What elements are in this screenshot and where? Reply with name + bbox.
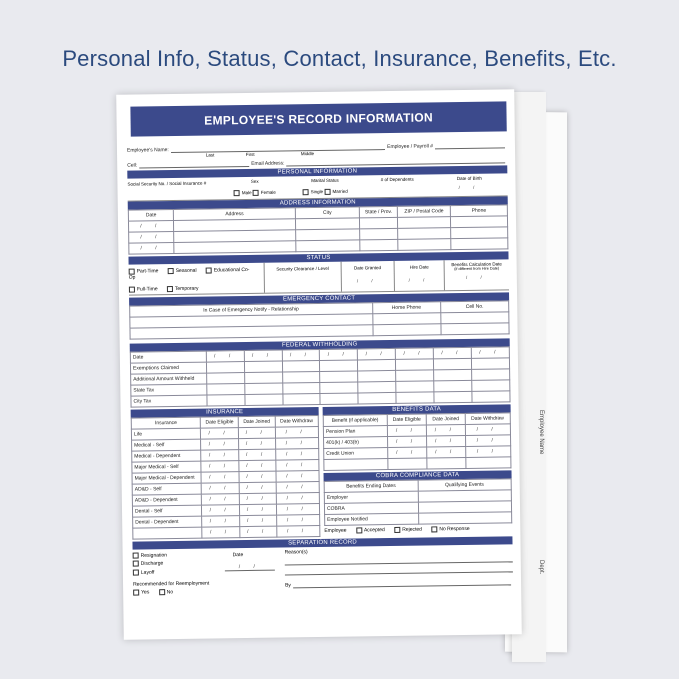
table-row[interactable]: Life / / / / / /: [131, 427, 318, 441]
address-col-date: Date: [128, 210, 174, 222]
no-response-label: No Response: [439, 526, 470, 533]
cobra-col: Benefits Ending Dates: [324, 480, 418, 492]
separation-right: [285, 544, 514, 605]
by-label: By: [285, 582, 291, 589]
cobra-row-label: Employee Notified: [325, 513, 419, 525]
email-label: Email Address:: [251, 160, 285, 167]
full-time-checkbox[interactable]: [129, 287, 135, 293]
marital-label: Marital Status: [311, 177, 339, 184]
emergency-home-phone-label: Home Phone: [372, 302, 440, 314]
federal-table: [130, 346, 511, 407]
federal-row-label: Additional Amount Withheld: [131, 373, 207, 385]
insurance-row-label: Major Medical - Self: [132, 461, 201, 473]
benefits-row-label: Credit Union: [324, 448, 388, 460]
address-info-bar: ADDRESS INFORMATION: [128, 196, 508, 209]
emergency-cell-label: Cell No.: [440, 301, 508, 313]
headline: Personal Info, Status, Contact, Insurance, Benefits, Etc.: [62, 46, 617, 71]
table-row[interactable]: / /: [129, 227, 508, 243]
cobra-col: Qualifying Events: [418, 479, 512, 491]
temporary-checkbox[interactable]: [167, 286, 173, 292]
payroll-label: Employee / Payroll #: [387, 143, 434, 151]
table-row[interactable]: 401(k) / 403(b) / / / / / /: [324, 435, 511, 449]
date-granted-group: Date Granted / /: [340, 261, 394, 292]
insurance-row-label: AD&D - Self: [132, 483, 201, 495]
benefits-calc-group: Benefits Calculation Date (if different from Hire Date) / /: [444, 259, 509, 290]
address-col-phone: Phone: [450, 205, 507, 217]
federal-withholding-bar: FEDERAL WITHHOLDING: [130, 338, 510, 351]
separation-row: [133, 544, 514, 607]
male-label: Male: [241, 190, 252, 196]
benefits-row-label: Pension Plan: [323, 426, 387, 438]
insurance-row-label: Major Medical - Dependent: [132, 472, 201, 484]
resignation-checkbox[interactable]: [133, 553, 139, 559]
hire-date-label: Hire Date: [409, 264, 429, 270]
insurance-row-label: Dental - Self: [132, 505, 201, 517]
folder-spine: [536, 410, 562, 600]
accepted-checkbox[interactable]: [356, 527, 362, 533]
yes-label: Yes: [141, 589, 150, 596]
benefits-col: Benefit (if applicable): [323, 415, 387, 427]
employment-type-group: [129, 263, 265, 295]
no-response-checkbox[interactable]: [431, 526, 437, 532]
form-title: EMPLOYEE'S RECORD INFORMATION: [130, 101, 506, 136]
table-row[interactable]: Credit Union / / / / / /: [324, 446, 511, 460]
cobra-response-row: [324, 525, 512, 534]
federal-row-label: State Tax: [131, 384, 207, 396]
address-col-city: City: [295, 207, 360, 219]
federal-row-label: City Tax: [131, 395, 207, 407]
benefits-calc-note: (if different from Hire Date): [454, 266, 500, 272]
address-col-state: State / Prov.: [359, 206, 397, 218]
temporary-label: Temporary: [174, 286, 199, 293]
emergency-relationship-label: In Case of Emergency Notify - Relationship: [130, 303, 373, 317]
accepted-label: Accepted: [363, 527, 385, 534]
part-time-label: Part-Time: [136, 268, 159, 275]
table-row[interactable]: Pension Plan / / / / / /: [323, 424, 510, 438]
separation-record-bar: SEPARATION RECORD: [132, 536, 512, 549]
insurance-col: Date Withdraw: [275, 416, 319, 428]
address-col-zip: ZIP / Postal Code: [397, 206, 450, 218]
benefits-col: Date Joined: [427, 413, 465, 425]
table-row[interactable]: Medical - Dependent / / / / / /: [132, 449, 319, 463]
name-row: [126, 139, 507, 158]
coop-label: Educational Co-Op: [128, 267, 250, 281]
table-row[interactable]: Dental - Dependent / / / / / /: [133, 515, 320, 529]
insurance-benefits-section: [131, 404, 513, 539]
seasonal-checkbox[interactable]: [168, 268, 174, 274]
date-granted-label: Date Granted: [353, 265, 382, 271]
benefits-table: [323, 412, 512, 471]
insurance-row-label: [133, 527, 202, 539]
insurance-row-label: Medical - Dependent: [132, 450, 201, 462]
cobra-bar: COBRA COMPLIANCE DATA: [324, 470, 512, 481]
single-label: Single: [310, 189, 324, 195]
table-row[interactable]: / /: [129, 238, 508, 254]
male-checkbox[interactable]: [234, 190, 240, 196]
separation-left: Resignation Discharge Layoff Date / / Recommended for Reemployment Yes No: [133, 547, 286, 607]
sex-label: Sex: [250, 178, 259, 184]
reasons-label: Reason(s): [284, 549, 308, 556]
full-time-label: Full-Time: [136, 286, 158, 293]
insurance-row-label: Life: [131, 428, 200, 440]
table-row[interactable]: [324, 457, 511, 471]
rejected-label: Rejected: [402, 526, 422, 534]
insurance-table: [131, 415, 321, 540]
table-row[interactable]: / / / / / /: [133, 526, 320, 540]
address-table: [128, 204, 509, 254]
cobra-table: [324, 478, 513, 526]
benefits-col: Date Withdraw: [465, 413, 511, 425]
cell-field[interactable]: [139, 158, 249, 169]
cobra-row-label: COBRA: [324, 502, 418, 514]
dependents-label: # of Dependents: [380, 176, 414, 183]
personal-info-bar: PERSONAL INFORMATION: [127, 165, 507, 178]
record-form: [116, 89, 522, 640]
reasons-line[interactable]: [285, 562, 513, 575]
hire-date-group: Hire Date / /: [394, 260, 444, 291]
address-col-address: Address: [174, 208, 295, 221]
dob-group: Date of Birth / /: [431, 173, 507, 196]
table-row[interactable]: Dental - Self / / / / / /: [132, 504, 319, 518]
no-label: No: [166, 589, 174, 596]
insurance-bar: INSURANCE: [131, 407, 319, 418]
first-label: First: [245, 151, 255, 158]
status-row: [129, 259, 509, 295]
table-row[interactable]: AD&D - Self / / / / / /: [132, 482, 319, 496]
emergency-table: [129, 300, 509, 339]
recommended-label: Recommended for Reemployment: [133, 580, 210, 588]
spine-dept: Dept.: [538, 560, 544, 575]
married-checkbox[interactable]: [324, 189, 330, 195]
table-row[interactable]: AD&D - Dependent / / / / / /: [132, 493, 319, 507]
insurance-row-label: AD&D - Dependent: [132, 494, 201, 506]
benefits-block: [323, 404, 513, 537]
email-field[interactable]: [286, 154, 505, 166]
yes-checkbox[interactable]: [133, 590, 139, 596]
benefits-calc-label: Benefits Calculation Date: [451, 261, 502, 268]
insurance-col: Date Eligible: [200, 417, 238, 429]
resignation-label: Resignation: [140, 552, 168, 559]
status-bar: STATUS: [128, 251, 508, 264]
table-row[interactable]: Major Medical - Self / / / / / /: [132, 460, 319, 474]
benefits-bar: BENEFITS DATA: [323, 404, 511, 415]
employee-name-label: Employee's Name:: [126, 147, 169, 154]
last-label: Last: [205, 152, 215, 158]
married-label: Married: [332, 188, 348, 194]
insurance-col: Insurance: [131, 417, 200, 429]
payroll-field[interactable]: [435, 139, 505, 149]
table-row[interactable]: / /: [128, 216, 507, 232]
insurance-row-label: Medical - Self: [132, 439, 201, 451]
layoff-label: Layoff: [140, 569, 155, 576]
federal-row-label: Date: [130, 351, 206, 363]
benefits-col: Date Eligible: [387, 414, 427, 426]
table-row[interactable]: [325, 512, 512, 526]
seasonal-label: Seasonal: [175, 267, 197, 275]
marital-group: [287, 175, 363, 198]
table-row[interactable]: Major Medical - Dependent / / / / / /: [132, 471, 319, 485]
rejected-checkbox[interactable]: [394, 527, 400, 533]
part-time-checkbox[interactable]: [129, 269, 135, 275]
female-checkbox[interactable]: [253, 190, 259, 196]
federal-row-label: Exemptions Claimed: [130, 362, 206, 374]
coop-checkbox[interactable]: [206, 267, 212, 273]
ssn-label: Social Security No. / Social Insurance #: [127, 180, 207, 187]
female-label: Female: [260, 189, 276, 195]
single-checkbox[interactable]: [303, 189, 309, 195]
middle-label: Middle: [300, 151, 315, 157]
no-checkbox[interactable]: [159, 589, 165, 595]
insurance-col: Date Joined: [238, 416, 275, 428]
emergency-contact-bar: EMERGENCY CONTACT: [129, 292, 509, 305]
spine-employee-name: Employee Name: [538, 410, 544, 455]
by-field[interactable]: [293, 576, 511, 588]
table-row[interactable]: Medical - Self / / / / / /: [132, 438, 319, 452]
insurance-row-label: Dental - Dependent: [133, 516, 202, 528]
security-label: Security Clearance / Level: [264, 262, 341, 293]
insurance-block: [131, 407, 321, 540]
cobra-employee-label: Employee: [324, 527, 347, 535]
employee-name-field[interactable]: [171, 141, 385, 158]
layoff-checkbox[interactable]: [133, 569, 139, 575]
cell-label: Cell:: [127, 162, 138, 169]
separation-date-label: Date: [232, 552, 244, 559]
discharge-checkbox[interactable]: [133, 561, 139, 567]
dob-label: Date of Birth: [456, 175, 482, 182]
discharge-label: Discharge: [140, 560, 164, 568]
table-row[interactable]: Date / / / / / / / / / / / / / / / /: [130, 347, 509, 363]
benefits-row-label: 401(k) / 403(b): [324, 437, 388, 449]
cobra-row-label: Employer: [324, 491, 418, 503]
sex-group: [222, 176, 287, 199]
